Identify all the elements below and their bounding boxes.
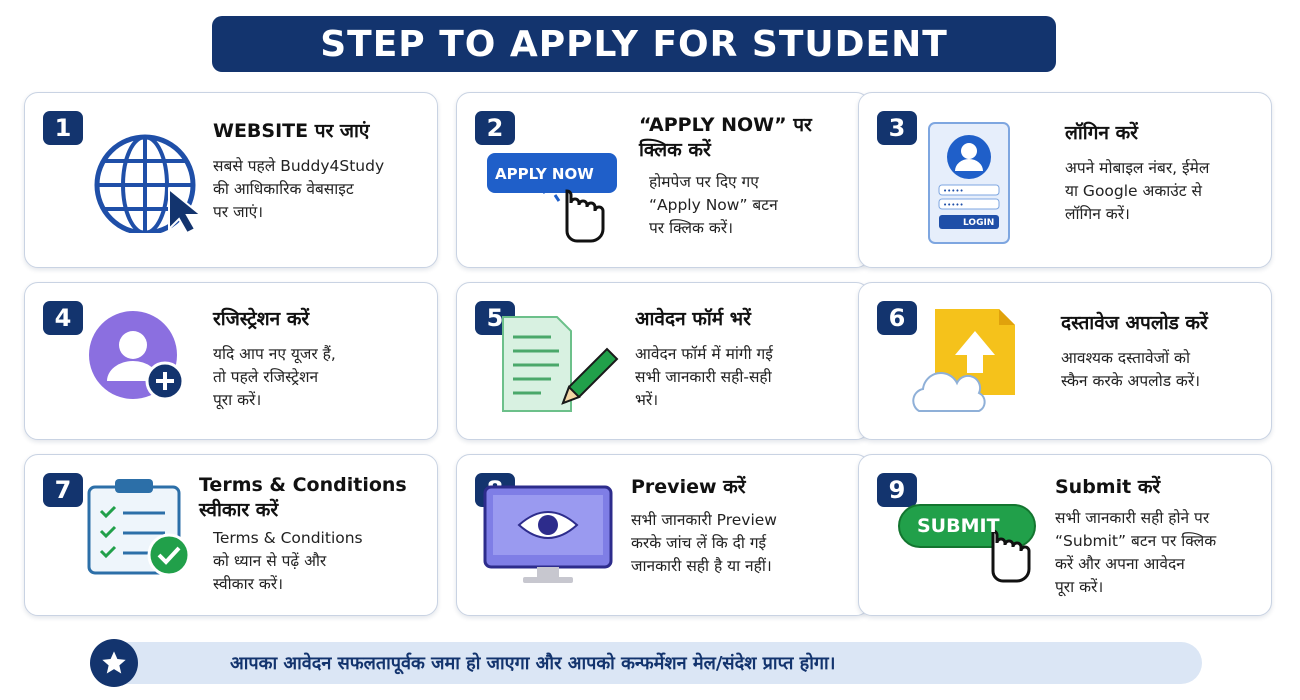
svg-text:•••••: ••••• — [943, 201, 964, 209]
svg-text:•••••: ••••• — [943, 187, 964, 195]
apply-now-label: APPLY NOW — [495, 165, 594, 183]
step-number-badge: 9 — [877, 473, 917, 507]
step-description: अपने मोबाइल नंबर, ईमेल या Google अकाउंट से लॉगिन करें। — [1065, 159, 1210, 223]
step-number-badge: 4 — [43, 301, 83, 335]
step-card-6 — [858, 282, 1272, 440]
checklist-icon — [85, 477, 195, 577]
step-title: WEBSITE पर जाएं — [213, 120, 370, 142]
step-card-9 — [858, 454, 1272, 616]
step-description: सबसे पहले Buddy4Study की आधिकारिक वेबसाइट पर जाएं। — [213, 157, 385, 221]
form-pencil-icon — [501, 315, 621, 415]
step-number-badge: 5 — [475, 301, 515, 335]
step-description: होमपेज पर दिए गए “Apply Now” बटन पर क्लिक करें। — [649, 173, 778, 237]
confirmation-banner — [90, 642, 1202, 684]
step-title: लॉगिन करें — [1065, 122, 1138, 144]
step-number-badge: 3 — [877, 111, 917, 145]
step-card-1 — [24, 92, 438, 268]
globe-cursor-icon — [83, 133, 223, 233]
star-icon — [90, 639, 138, 687]
step-title: रजिस्ट्रेशन करें — [213, 308, 310, 330]
preview-eye-monitor-icon — [483, 485, 613, 585]
step-title: Terms & Conditions स्वीकार करें — [199, 474, 407, 521]
step-title: Submit करें — [1055, 476, 1161, 498]
step-description: आवश्यक दस्तावेजों को स्कैन करके अपलोड करें। — [1061, 349, 1201, 390]
step-description: सभी जानकारी Preview करके जांच लें कि दी गई जानकारी सही है या नहीं। — [631, 511, 777, 575]
step-description: यदि आप नए यूजर हैं, तो पहले रजिस्ट्रेशन पूरा करें। — [213, 345, 336, 409]
confirmation-message: आपका आवेदन सफलतापूर्वक जमा हो जाएगा और आपको कन्फर्मेशन मेल/संदेश प्राप्त होगा। — [230, 653, 836, 674]
upload-document-icon — [907, 307, 1027, 417]
step-description: सभी जानकारी सही होने पर “Submit” बटन पर क्लिक करें और अपना आवेदन पूरा करें। — [1055, 509, 1217, 596]
step-title: “APPLY NOW” पर क्लिक करें — [639, 114, 812, 161]
step-number-badge: 7 — [43, 473, 83, 507]
step-title: आवेदन फॉर्म भरें — [635, 308, 751, 330]
step-number-badge: 2 — [475, 111, 515, 145]
step-card-2 — [456, 92, 870, 268]
login-button-label: LOGIN — [963, 218, 995, 228]
step-card-4 — [24, 282, 438, 440]
step-description: Terms & Conditions को ध्यान से पढ़ें और स्वीकार करें। — [213, 529, 363, 593]
step-card-3 — [858, 92, 1272, 268]
step-description: आवेदन फॉर्म में मांगी गई सभी जानकारी सही-सही भरें। — [635, 345, 773, 409]
step-title: दस्तावेज अपलोड करें — [1061, 312, 1208, 334]
apply-now-button-icon — [485, 149, 645, 249]
step-card-8 — [456, 454, 870, 616]
step-number-badge: 1 — [43, 111, 83, 145]
add-user-icon — [83, 311, 193, 401]
step-title: Preview करें — [631, 476, 746, 498]
step-card-5 — [456, 282, 870, 440]
submit-button-label: SUBMIT — [917, 515, 1000, 537]
step-number-badge: 6 — [877, 301, 917, 335]
step-card-7 — [24, 454, 438, 616]
title-banner — [212, 16, 1056, 72]
page-title: STEP TO APPLY FOR STUDENT — [320, 23, 948, 65]
